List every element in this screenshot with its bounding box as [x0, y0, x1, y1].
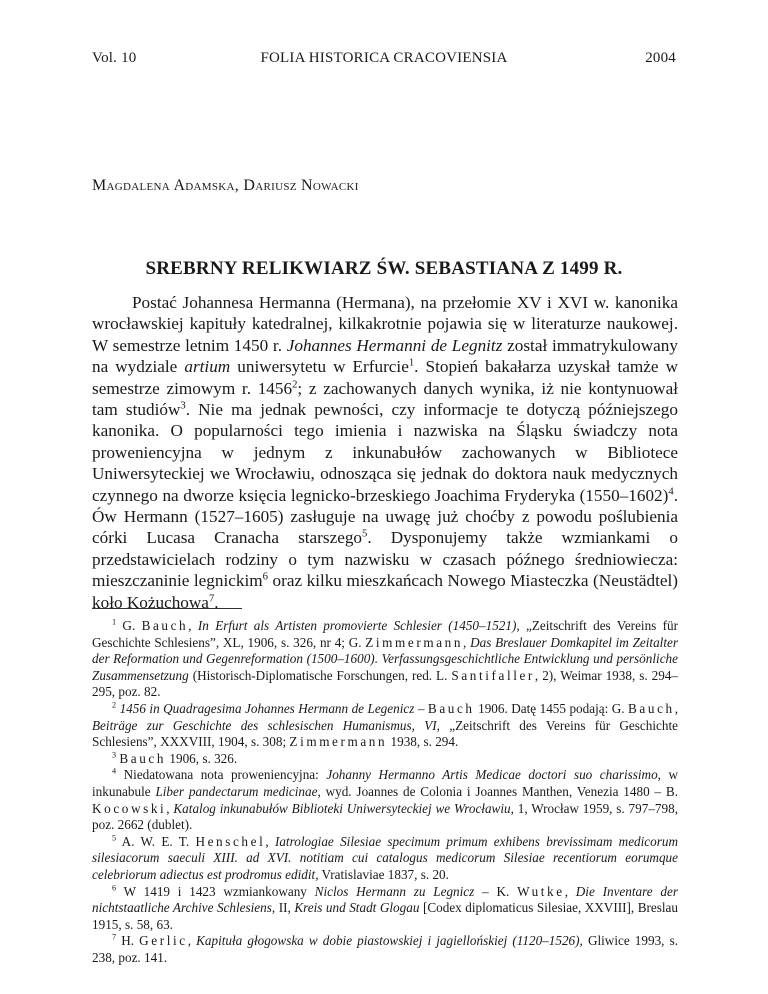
- body-paragraph: Postać Johannesa Hermanna (Hermana), na przełomie XV i XVI w. kanonika wrocławskiej kapituły katedralnej, kilkakrotnie pojawia się w literaturze naukowej. W semestrze letnim 1450 r. Johannes Hermanni de Legnitz został immatrykulowany na wydziale artium uniwersytetu w Erfurcie$^1$. Stopień bakałarza uzyskał tamże w semestrze zimowym r. 1456$^2$; z zachowanych danych wynika, iż nie kontynuował tam studiów$^3$. Nie ma jednak pewności, czy informacje te dotyczą późniejszego kanonika. O popularności tego imienia i nazwiska na Śląsku świadczy nota proweniencyjna w jednym z inkunabułów zachowanych w Bibliotece Uniwersyteckiej we Wrocławiu, odnosząca się jednak do doktora nauk medycznych czynnego na dworze księcia legnicko-brzeskiego Joachima Fryderyka (1550–1602)$^4$. Ów Hermann (1527–1605) zasługuje na uwagę już choćby z powodu poślubienia córki Lucasa Cranacha starszego$^5$. Dysponujemy także wzmiankami o przedstawicielach rodziny o tym nazwisku w czasach późnego średniowiecza: mieszczaninie legnickim$^6$ oraz kilku mieszkańcach Nowego Miasteczka (Neustädtel) koło Kożuchowa$^7$.: [92, 293, 679, 612]
- footnote-5: $^5$ A. W. E. T. Henschel, Iatrologiae Silesiae specimum primum exhibens brevissimam medicorum silesiacorum saeculi XIII. ad XVI. notitiam cui catalogus medicorum Silesiae recentiorum eorumque celebriorum adiectus est prodromus edidit, Vratislaviae 1837, s. 20.: [92, 833, 678, 882]
- article-body: [92, 292, 678, 613]
- running-header: [92, 50, 676, 72]
- footnote-ref[interactable]: 5: [362, 528, 368, 540]
- footnote-4: $^4$ Niedatowana nota proweniencyjna: Johanny Hermanno Artis Medicae doctori suo charissimo, w inkunabule Liber pandectarum medicinae, wyd. Joannes de Colonia i Joannes Manthen, Venezia 1480 – B. Kocowski, Katalog inkunabułów Biblioteki Uniwersyteckiej we Wrocławiu, 1, Wrocław 1959, s. 797–798, poz. 2662 (dublet).: [92, 766, 679, 833]
- footnote-ref[interactable]: 2: [292, 378, 298, 390]
- footnote-6: $^6$ W 1419 i 1423 wzmiankowany Niclos Hermann zu Legnicz – K. Wutke, Die Inventare der nichtstaatliche Archive Schlesiens, II, Kreis und Stadt Glogau [Codex diplomaticus Silesiae, XXVIII], Breslau 1915, s. 58, 63.: [92, 883, 678, 932]
- footnote-7: $^7$ H. Gerlic, Kapituła głogowska w dobie piastowskiej i jagiellońskiej (1120–1526), Gliwice 1993, s. 238, poz. 141.: [92, 932, 678, 965]
- article-authors: Magdalena Adamska, Dariusz Nowacki: [92, 177, 359, 194]
- journal-title: FOLIA HISTORICA CRACOVIENSIA: [260, 50, 508, 66]
- footnote-2: $^2$ 1456 in Quadragesima Johannes Hermann de Legenicz – Bauch 1906. Datę 1455 podają: G. Bauch, Beiträge zur Geschichte des schlesischen Humanismus, VI, „Zeitschrift des Vereins für Geschichte Schlesiens”, XXXVIII, 1904, s. 308; Zimmermann 1938, s. 294.: [92, 700, 679, 750]
- footnote-ref[interactable]: 4: [668, 485, 674, 497]
- footnote-ref[interactable]: 7: [208, 592, 215, 604]
- article-title: SREBRNY RELIKWIARZ ŚW. SEBASTIANA Z 1499 R.: [145, 258, 623, 279]
- footnote-3: $^3$ Bauch 1906, s. 326.: [112, 750, 238, 766]
- footnotes: [92, 618, 678, 966]
- footnote-ref[interactable]: 6: [262, 571, 268, 583]
- footnote-ref[interactable]: 3: [180, 400, 186, 412]
- year-label: 2004: [645, 50, 676, 66]
- footnote-ref[interactable]: 1: [408, 357, 415, 369]
- volume-label: Vol. 10: [92, 50, 137, 66]
- footnote-1: $^1$ G. Bauch, In Erfurt als Artisten promovierte Schlesier (1450–1521), „Zeitschrift des Vereins für Geschichte Schlesiens”, XL, 1906, s. 326, nr 4; G. Zimmermann, Das Breslauer Domkapitel im Zeitalter der Reformation und Gegenreformation (1500–1600). Verfassungsgeschichtliche Entwicklung und persönliche Zusammensetzung (Historisch-Diplomatische Forschungen, red. L. Santifaller, 2), Weimar 1938, s. 294–295, poz. 82.: [92, 617, 679, 700]
- footnote-separator: [92, 608, 242, 609]
